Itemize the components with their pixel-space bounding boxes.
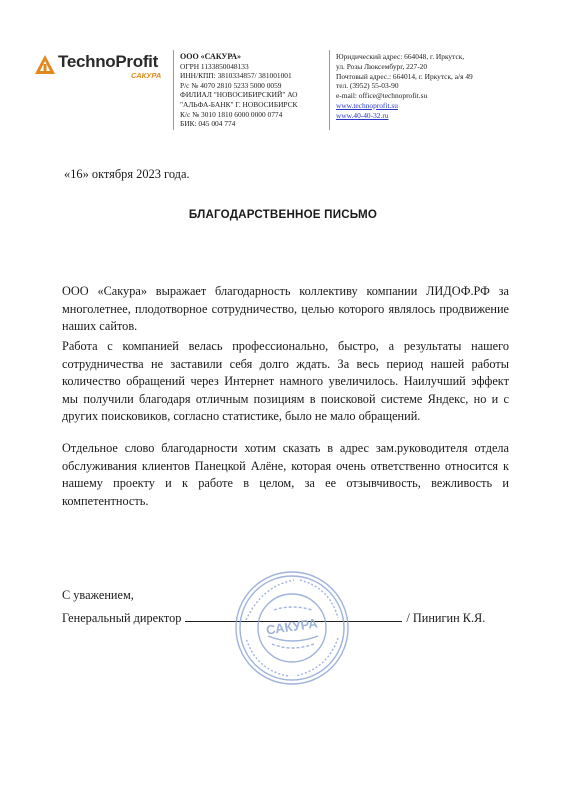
logo-subtext: САКУРА [131, 71, 162, 80]
closing-phrase: С уважением, [62, 588, 134, 602]
contact-line: Юридический адрес: 664048, г. Иркутск, [336, 52, 465, 61]
contact-line: ул. Розы Люксембург, 227-20 [336, 61, 428, 71]
org-line: Р/с № 4070 2810 5233 5000 0059 [180, 80, 282, 90]
organization-name: ООО «САКУРА» [180, 52, 241, 61]
letter-title: БЛАГОДАРСТВЕННОЕ ПИСЬМО [188, 208, 378, 221]
letter-paragraph: Отдельное слово благодарности хотим сказать в адрес зам.руководителя отдела обслуживания клиентов Панецкой Алёне, которая очень ответственно относится к нашему проекту и к работе в целом, за ее отзывчивость, вежливость и компетентность. [62, 441, 509, 508]
letter-date: «16» октября 2023 года. [64, 167, 190, 181]
seal-text: САКУРА [265, 615, 319, 638]
contact-line: Почтовый адрес.: 664014, г. Иркутск, а/я 49 [336, 71, 473, 81]
contact-details [336, 52, 536, 121]
signature-role: Генеральный директор [62, 611, 182, 625]
header-divider [329, 50, 330, 130]
org-line: БИК: 045 004 774 [180, 119, 236, 129]
company-logo [34, 52, 169, 86]
website-link[interactable]: www.technoprofit.su [336, 100, 398, 110]
contact-line: e-mail: office@technoprofit.su [336, 91, 428, 101]
org-line: ФИЛИАЛ "НОВОСИБИРСКИЙ" АО [180, 90, 298, 100]
company-seal-icon [232, 568, 352, 688]
header-divider [173, 50, 174, 130]
signature-name: / Пинигин К.Я. [406, 611, 486, 625]
logo-emblem-icon [34, 54, 56, 76]
contact-line: тел. (3952) 55-03-90 [336, 81, 399, 91]
logo-text: TechnoProfit [58, 52, 158, 71]
letter-paragraph: Работа с компанией велась профессионально, быстро, а результаты нашего сотрудничества не заставили себя долго ждать. За весь период нашей работы количество обращений через Интернет намного увеличилось. Наилучший эффект мы получили благодаря отличным позициям в поисковой системе Яндекс, но и с других поисковиков, согласно статистике, было не мало обращений. [62, 339, 509, 424]
org-line: ИНН/КПП: 3810334857/ 381001001 [180, 71, 292, 81]
organization-details [180, 52, 326, 129]
phone-site-link[interactable]: www.40-40-32.ru [336, 110, 389, 120]
org-line: ОГРН 1133850048133 [180, 61, 249, 71]
letter-paragraph: ООО «Сакура» выражает благодарность коллективу компании ЛИДОФ.РФ за многолетнее, плодотворное сотрудничество, целью которого являлось продвижение наших сайтов. [62, 284, 509, 334]
org-line: К/с № 3010 1810 6000 0000 0774 [180, 109, 283, 119]
org-line: "АЛЬФА-БАНК" Г. НОВОСИБИРСК [180, 99, 298, 109]
